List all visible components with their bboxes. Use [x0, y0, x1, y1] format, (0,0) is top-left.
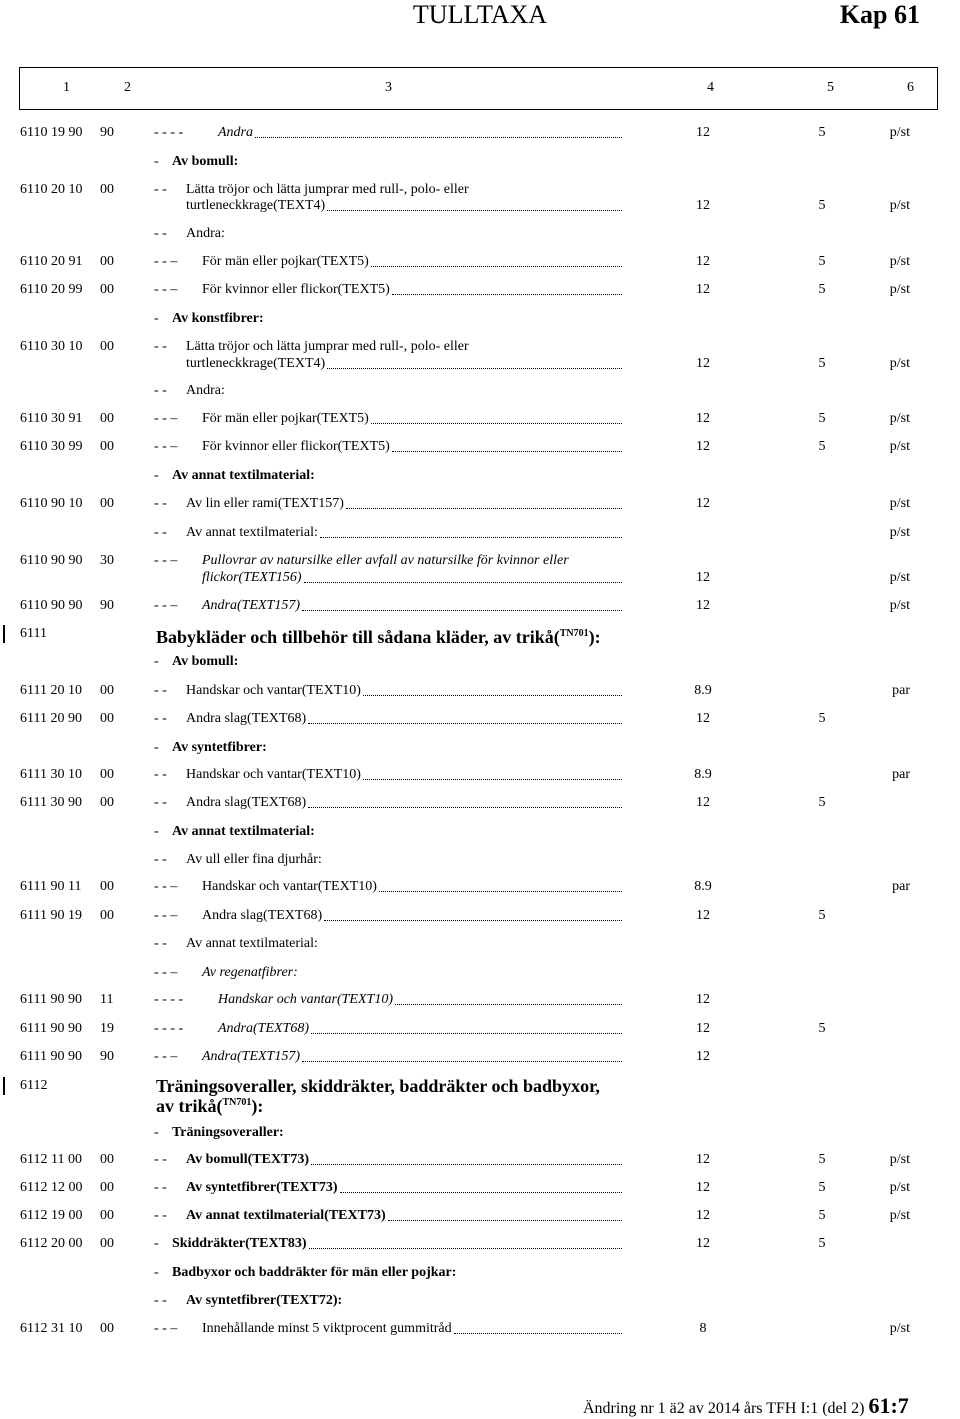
tariff-code: 6110 20 99: [20, 282, 83, 297]
duty-rate: 12: [696, 356, 710, 371]
table-row: [0, 991, 960, 1008]
indent-marks: - -: [154, 1208, 167, 1223]
tariff-code: 6111 30 90: [20, 795, 82, 810]
column-number: 4: [707, 80, 714, 95]
sub-code: 00: [100, 254, 114, 269]
statistics-code: 5: [818, 711, 826, 726]
sub-code: 11: [100, 992, 114, 1007]
sub-code: 00: [100, 908, 114, 923]
item-description: Av annat textilmaterial:: [186, 936, 318, 951]
indent-marks: - -: [154, 1152, 167, 1167]
table-row: [0, 1235, 960, 1252]
tariff-code: 6111 30 10: [20, 767, 82, 782]
column-number: 3: [385, 80, 392, 95]
indent-marks: - - –: [154, 411, 178, 426]
dot-leader: [392, 281, 622, 295]
heading-code: 6112: [20, 1078, 48, 1093]
table-row: [0, 438, 960, 455]
statistics-code: 5: [818, 198, 826, 213]
dot-leader: [371, 410, 622, 424]
heading-text: Träningsoveraller, skiddräkter, baddräkter och badbyxor,: [156, 1076, 600, 1096]
unit: p/st: [889, 496, 910, 511]
table-row: [0, 1151, 960, 1168]
tariff-code: 6110 90 90: [20, 598, 83, 613]
item-description: Av bomull:: [172, 154, 239, 169]
statistics-code: 5: [818, 439, 826, 454]
statistics-code: 5: [818, 254, 826, 269]
dot-leader: [379, 878, 622, 892]
indent-marks: -: [154, 824, 159, 839]
unit: p/st: [889, 525, 910, 540]
unit: par: [892, 767, 910, 782]
duty-rate: 12: [696, 125, 710, 140]
sub-code: 00: [100, 439, 114, 454]
indent-marks: - - - -: [154, 992, 184, 1007]
table-row: [0, 1320, 960, 1337]
dot-leader: [363, 766, 622, 780]
heading-text: ):: [251, 1096, 264, 1116]
duty-rate: 12: [696, 1208, 710, 1223]
tariff-code: 6111 90 90: [20, 992, 82, 1007]
indent-marks: - -: [154, 383, 167, 398]
page-title: TULLTAXA: [412, 0, 548, 29]
statistics-code: 5: [818, 356, 826, 371]
indent-marks: -: [154, 311, 159, 326]
duty-rate: 12: [696, 411, 710, 426]
statistics-code: 5: [818, 411, 826, 426]
item-description-continued: turtleneckkrage(TEXT4): [186, 198, 326, 213]
sub-code: 90: [100, 598, 114, 613]
tariff-code: 6110 90 90: [20, 553, 83, 568]
table-row: [0, 1207, 960, 1224]
item-description: För kvinnor eller flickor(TEXT5): [202, 439, 390, 454]
indent-marks: - -: [154, 226, 167, 241]
table-row: [0, 851, 960, 868]
table-row: [0, 1292, 960, 1309]
table-row: [0, 253, 960, 270]
dot-leader: [388, 1207, 622, 1221]
heading-text: Babykläder och tillbehör till sådana kläder, av trikå(: [156, 627, 560, 647]
item-description: Handskar och vantar(TEXT10): [218, 992, 393, 1007]
chapter-label: Kap 61: [839, 0, 920, 29]
statistics-code: 5: [818, 282, 826, 297]
sub-code: 00: [100, 1321, 114, 1336]
table-row: [0, 281, 960, 298]
dot-leader: [392, 438, 622, 452]
unit: p/st: [889, 570, 910, 585]
item-description: Av syntetfibrer(TEXT73): [186, 1180, 338, 1195]
tariff-code: 6110 19 90: [20, 125, 83, 140]
indent-marks: - - –: [154, 282, 178, 297]
heading-code: 6111: [20, 626, 47, 641]
statistics-code: 5: [818, 1180, 826, 1195]
sub-code: 00: [100, 182, 114, 197]
unit: p/st: [889, 1180, 910, 1195]
unit: p/st: [889, 254, 910, 269]
tariff-code: 6112 31 10: [20, 1321, 83, 1336]
duty-rate: 12: [696, 570, 710, 585]
item-description: Av annat textilmaterial:: [186, 525, 318, 540]
page-footer: [583, 1393, 909, 1419]
indent-marks: - -: [154, 852, 167, 867]
table-row: [0, 1020, 960, 1037]
duty-rate: 12: [696, 1021, 710, 1036]
indent-marks: - - –: [154, 1049, 178, 1064]
item-description: Av annat textilmaterial:: [172, 468, 315, 483]
sub-code: 19: [100, 1021, 114, 1036]
indent-marks: - - –: [154, 879, 178, 894]
item-description: Av bomull:: [172, 654, 239, 669]
item-description: Handskar och vantar(TEXT10): [186, 683, 361, 698]
tariff-code: 6112 12 00: [20, 1180, 83, 1195]
statistics-code: 5: [818, 1236, 826, 1251]
indent-marks: - - –: [154, 439, 178, 454]
item-description: Andra slag(TEXT68): [202, 908, 323, 923]
column-number: 2: [124, 80, 131, 95]
table-row: [0, 467, 960, 484]
item-description: Pullovrar av natursilke eller avfall av natursilke för kvinnor eller: [202, 553, 569, 568]
item-description: Lätta tröjor och lätta jumprar med rull-, polo- eller: [186, 339, 469, 354]
change-bar: [3, 1077, 5, 1095]
footnote-ref: TN701: [222, 1097, 252, 1108]
indent-marks: -: [154, 740, 159, 755]
dot-leader: [395, 991, 622, 1005]
column-number: 1: [63, 80, 70, 95]
table-row: [0, 682, 960, 699]
item-description: Av annat textilmaterial:: [172, 824, 315, 839]
duty-rate: 8.9: [694, 767, 712, 782]
tariff-code: 6110 20 91: [20, 254, 83, 269]
table-row: [0, 495, 960, 512]
dot-leader: [308, 794, 622, 808]
indent-marks: -: [154, 1265, 159, 1280]
tariff-code: 6111 90 19: [20, 908, 82, 923]
item-description: Av ull eller fina djurhår:: [186, 852, 322, 867]
table-row: [0, 794, 960, 811]
statistics-code: 5: [818, 908, 826, 923]
indent-marks: -: [154, 654, 159, 669]
table-row: [0, 524, 960, 541]
unit: par: [892, 879, 910, 894]
dot-leader: [346, 495, 622, 509]
item-description-continued: turtleneckkrage(TEXT4): [186, 356, 326, 371]
item-description: För män eller pojkar(TEXT5): [202, 254, 369, 269]
indent-marks: - -: [154, 339, 167, 354]
sub-code: 00: [100, 1208, 114, 1223]
indent-marks: -: [154, 154, 159, 169]
indent-marks: - - –: [154, 254, 178, 269]
dot-leader: [308, 710, 622, 724]
duty-rate: 12: [696, 1236, 710, 1251]
table-row: [0, 1048, 960, 1065]
tariff-code: 6111 20 10: [20, 683, 82, 698]
duty-rate: 12: [696, 282, 710, 297]
table-row: [0, 710, 960, 727]
dot-leader: [327, 197, 622, 211]
heading-text: ):: [588, 627, 601, 647]
item-description: Av bomull(TEXT73): [186, 1152, 310, 1167]
table-row: [0, 739, 960, 756]
dot-leader: [363, 682, 622, 696]
tariff-code: 6110 20 10: [20, 182, 83, 197]
table-row: [0, 382, 960, 399]
item-description: Handskar och vantar(TEXT10): [202, 879, 377, 894]
table-row: [0, 878, 960, 895]
item-description: Andra slag(TEXT68): [186, 711, 307, 726]
duty-rate: 12: [696, 795, 710, 810]
table-row: [0, 310, 960, 327]
table-row: [0, 907, 960, 924]
statistics-code: 5: [818, 125, 826, 140]
item-description: Handskar och vantar(TEXT10): [186, 767, 361, 782]
sub-code: 90: [100, 1049, 114, 1064]
footer-text: Ändring nr 1 ä2 av 2014 års TFH I:1 (del 2): [583, 1400, 865, 1417]
item-description: Träningsoveraller:: [172, 1125, 284, 1140]
duty-rate: 12: [696, 439, 710, 454]
indent-marks: - -: [154, 711, 167, 726]
unit: p/st: [889, 1152, 910, 1167]
indent-marks: - - –: [154, 1321, 178, 1336]
unit: p/st: [889, 1208, 910, 1223]
statistics-code: 5: [818, 795, 826, 810]
item-description: Badbyxor och baddräkter för män eller pojkar:: [172, 1265, 457, 1280]
item-description: Av annat textilmaterial(TEXT73): [186, 1208, 386, 1223]
unit: p/st: [889, 439, 910, 454]
indent-marks: - -: [154, 1293, 167, 1308]
indent-marks: - -: [154, 1180, 167, 1195]
item-description: Andra: [218, 125, 253, 140]
duty-rate: 12: [696, 908, 710, 923]
unit: p/st: [889, 1321, 910, 1336]
indent-marks: - - –: [154, 908, 178, 923]
item-description: Andra:: [186, 226, 225, 241]
statistics-code: 5: [818, 1152, 826, 1167]
indent-marks: - - –: [154, 965, 178, 980]
heading-text: av trikå(: [156, 1096, 223, 1116]
item-description: Av konstfibrer:: [172, 311, 264, 326]
table-row: [0, 1264, 960, 1281]
duty-rate: 12: [696, 198, 710, 213]
table-row: [0, 823, 960, 840]
duty-rate: 12: [696, 254, 710, 269]
sub-code: 90: [100, 125, 114, 140]
item-description: Innehållande minst 5 viktprocent gummitråd: [202, 1321, 452, 1336]
dot-leader: [320, 524, 622, 538]
indent-marks: - - - -: [154, 1021, 184, 1036]
sub-code: 30: [100, 553, 114, 568]
dot-leader: [324, 907, 622, 921]
unit: p/st: [889, 598, 910, 613]
change-bar: [3, 625, 5, 643]
unit: p/st: [889, 125, 910, 140]
table-row: [0, 153, 960, 170]
tariff-code: 6111 20 90: [20, 711, 82, 726]
item-description: Andra(TEXT157): [202, 598, 300, 613]
sub-code: 00: [100, 1236, 114, 1251]
item-description: För män eller pojkar(TEXT5): [202, 411, 369, 426]
dot-leader: [327, 355, 622, 369]
sub-code: 00: [100, 767, 114, 782]
page-number: 61:7: [868, 1393, 909, 1418]
tariff-code: 6110 30 99: [20, 439, 83, 454]
tariff-code: 6110 30 10: [20, 339, 83, 354]
indent-marks: - -: [154, 767, 167, 782]
indent-marks: - - –: [154, 553, 178, 568]
table-row: [0, 225, 960, 242]
indent-marks: - -: [154, 683, 167, 698]
statistics-code: 5: [818, 1021, 826, 1036]
duty-rate: 12: [696, 598, 710, 613]
table-row: [0, 124, 960, 141]
table-row: [0, 935, 960, 952]
sub-code: 00: [100, 496, 114, 511]
duty-rate: 12: [696, 496, 710, 511]
sub-code: 00: [100, 339, 114, 354]
item-description: Andra slag(TEXT68): [186, 795, 307, 810]
dot-leader: [454, 1320, 622, 1334]
indent-marks: - -: [154, 795, 167, 810]
column-number: 5: [827, 80, 834, 95]
duty-rate: 8: [699, 1321, 707, 1336]
duty-rate: 12: [696, 992, 710, 1007]
table-row: [0, 766, 960, 783]
tariff-code: 6111 90 90: [20, 1021, 82, 1036]
item-description: Andra:: [186, 383, 225, 398]
dot-leader: [302, 1048, 622, 1062]
dot-leader: [340, 1179, 622, 1193]
indent-marks: - -: [154, 182, 167, 197]
sub-code: 00: [100, 879, 114, 894]
indent-marks: -: [154, 468, 159, 483]
table-row: [0, 1179, 960, 1196]
item-description: Av syntetfibrer:: [172, 740, 267, 755]
column-number: 6: [907, 80, 914, 95]
sub-code: 00: [100, 1180, 114, 1195]
sub-code: 00: [100, 795, 114, 810]
duty-rate: 12: [696, 1049, 710, 1064]
indent-marks: - -: [154, 936, 167, 951]
table-row: [0, 338, 960, 371]
unit: p/st: [889, 411, 910, 426]
item-description: Av lin eller rami(TEXT157): [186, 496, 344, 511]
dot-leader: [311, 1151, 622, 1165]
item-description: Andra(TEXT68): [218, 1021, 309, 1036]
tariff-code: 6110 90 10: [20, 496, 83, 511]
item-description: Skiddräkter(TEXT83): [172, 1236, 307, 1251]
column-header-box: [19, 67, 938, 110]
indent-marks: - -: [154, 496, 167, 511]
item-description: Lätta tröjor och lätta jumprar med rull-, polo- eller: [186, 182, 469, 197]
tariff-code: 6112 20 00: [20, 1236, 83, 1251]
footnote-ref: TN701: [559, 628, 589, 639]
sub-code: 00: [100, 1152, 114, 1167]
indent-marks: - - –: [154, 598, 178, 613]
sub-code: 00: [100, 711, 114, 726]
table-row: [0, 552, 960, 585]
dot-leader: [371, 253, 622, 267]
tariff-code: 6112 19 00: [20, 1208, 83, 1223]
statistics-code: 5: [818, 1208, 826, 1223]
duty-rate: 8.9: [694, 683, 712, 698]
dot-leader: [304, 569, 622, 583]
tariff-code: 6111 90 90: [20, 1049, 82, 1064]
unit: p/st: [889, 356, 910, 371]
sub-code: 00: [100, 411, 114, 426]
unit: p/st: [889, 282, 910, 297]
tariff-code: 6111 90 11: [20, 879, 82, 894]
duty-rate: 8.9: [694, 879, 712, 894]
indent-marks: - - - -: [154, 125, 184, 140]
duty-rate: 12: [696, 1180, 710, 1195]
indent-marks: - -: [154, 525, 167, 540]
dot-leader: [309, 1235, 622, 1249]
item-description: För kvinnor eller flickor(TEXT5): [202, 282, 390, 297]
dot-leader: [311, 1020, 622, 1034]
dot-leader: [255, 124, 622, 138]
table-row: [0, 1124, 960, 1141]
item-description: Av regenatfibrer:: [202, 965, 298, 980]
unit: p/st: [889, 198, 910, 213]
item-description-continued: flickor(TEXT156): [202, 570, 302, 585]
tariff-code: 6110 30 91: [20, 411, 83, 426]
duty-rate: 12: [696, 711, 710, 726]
indent-marks: -: [154, 1125, 159, 1140]
tariff-code: 6112 11 00: [20, 1152, 82, 1167]
table-row: [0, 181, 960, 213]
duty-rate: 12: [696, 1152, 710, 1167]
sub-code: 00: [100, 282, 114, 297]
indent-marks: -: [154, 1236, 159, 1251]
table-row: [0, 964, 960, 981]
table-row: [0, 597, 960, 614]
sub-code: 00: [100, 683, 114, 698]
item-description: Andra(TEXT157): [202, 1049, 300, 1064]
item-description: Av syntetfibrer(TEXT72):: [186, 1293, 343, 1308]
table-row: [0, 653, 960, 670]
unit: par: [892, 683, 910, 698]
dot-leader: [302, 597, 622, 611]
table-row: [0, 410, 960, 427]
